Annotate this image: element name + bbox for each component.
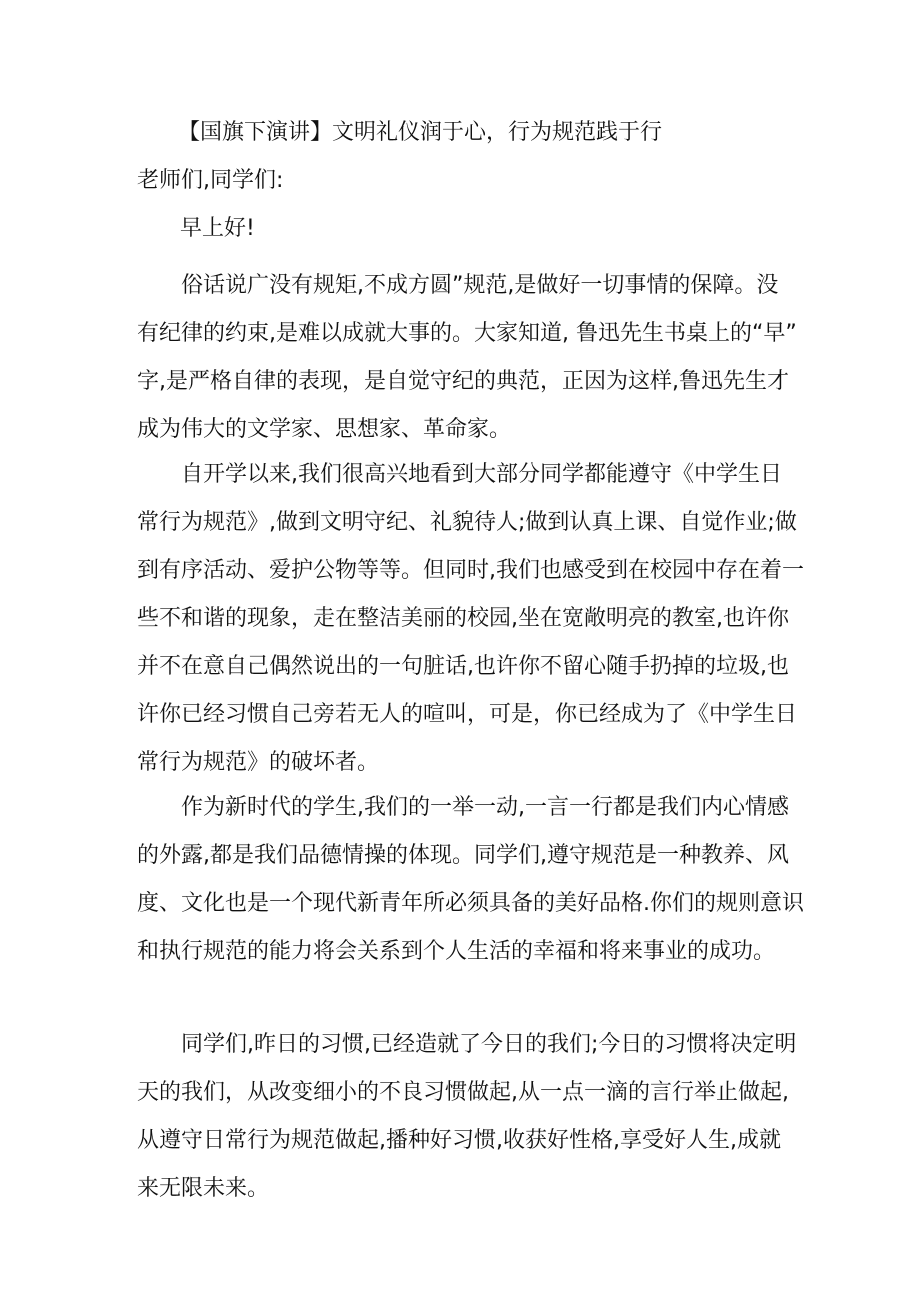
paragraph-line: 和执行规范的能力将会关系到个人生活的幸福和将来事业的成功。	[137, 939, 776, 964]
paragraph-3	[137, 784, 804, 976]
paragraph-line: 字,是严格自律的表现，是自觉守纪的典范，正因为这样,鲁迅先生才	[137, 369, 789, 394]
paragraph-1	[137, 262, 797, 454]
paragraph-line: 天的我们，从改变细小的不良习惯做起,从一点一滴的言行举止做起,	[137, 1080, 789, 1105]
paragraph-line: 来无限未来。	[137, 1176, 270, 1201]
paragraph-4	[137, 1021, 796, 1213]
paragraph-line: 到有序活动、爱护公物等等。但同时,我们也感受到在校园中存在着一	[137, 558, 804, 583]
paragraph-line: 许你已经习惯自己旁若无人的喧叫，可是，你已经成为了《中学生日	[137, 702, 798, 727]
paragraph-line: 有纪律的约束,是难以成就大事的。大家知道, 鲁迅先生书桌上的“早”	[137, 321, 797, 346]
paragraph-line: 自开学以来,我们很高兴地看到大部分同学都能遵守《中学生日	[181, 462, 782, 487]
paragraph-line: 度、文化也是一个现代新青年所必须具备的美好品格.你们的规则意识	[137, 891, 804, 916]
paragraph-line: 俗话说广没有规矩,不成方圆”规范,是做好一切事情的保障。没	[181, 273, 779, 298]
paragraph-line: 并不在意自己偶然说出的一句脏话,也许你不留心随手扔掉的垃圾,也	[137, 654, 789, 679]
paragraph-line: 常行为规范》,做到文明守纪、礼貌待人;做到认真上课、自觉作业;做	[137, 510, 797, 535]
paragraph-line: 作为新时代的学生,我们的一举一动,一言一行都是我们内心情感	[181, 795, 789, 820]
paragraph-line: 常行为规范》的破坏者。	[137, 750, 380, 775]
paragraph-line: 从遵守日常行为规范做起,播种好习惯,收获好性格,享受好人生,成就	[137, 1128, 781, 1153]
paragraph-line: 的外露,都是我们品德情操的体现。同学们,遵守规范是一种教养、风	[137, 843, 789, 868]
greeting: 早上好!	[180, 216, 255, 241]
paragraph-line: 同学们,昨日的习惯,已经造就了今日的我们;今日的习惯将决定明	[181, 1032, 797, 1057]
salutation: 老师们,同学们:	[137, 168, 284, 193]
paragraph-line: 些不和谐的现象，走在整洁美丽的校园,坐在宽敞明亮的教室,也许你	[137, 606, 789, 631]
paragraph-line: 成为伟大的文学家、思想家、革命家。	[137, 417, 512, 442]
document-title: 【国旗下演讲】文明礼仪润于心，行为规范践于行	[178, 120, 663, 145]
paragraph-2	[137, 451, 804, 787]
